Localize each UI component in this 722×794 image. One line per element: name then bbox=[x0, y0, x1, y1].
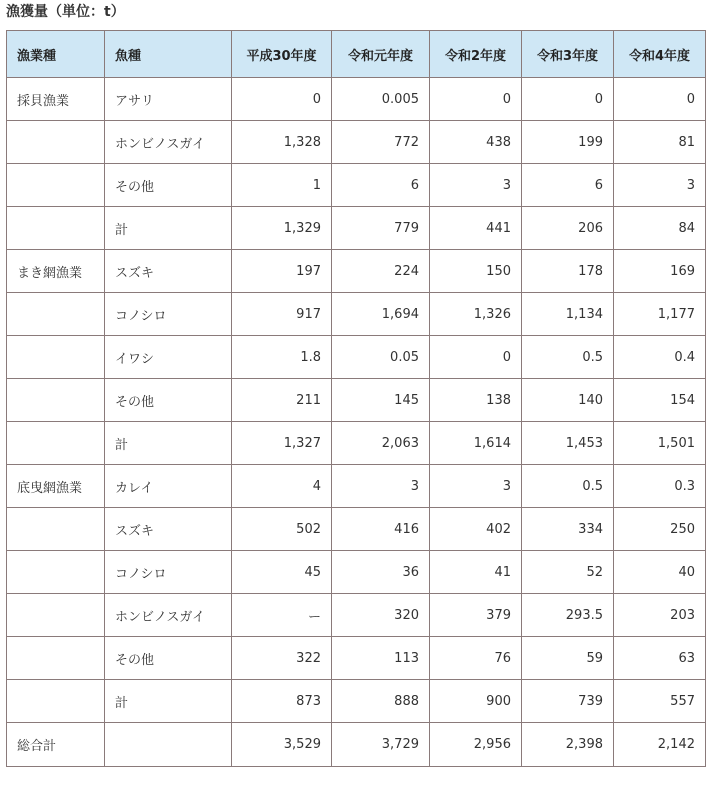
value-cell-h30: 45 bbox=[232, 551, 332, 594]
value-cell-r3: 206 bbox=[522, 207, 614, 250]
value-cell-r1: 1,694 bbox=[332, 293, 430, 336]
value-cell-r1: 0.005 bbox=[332, 78, 430, 121]
value-cell-r4: 40 bbox=[614, 551, 706, 594]
fishery-type-cell bbox=[7, 637, 105, 680]
fishery-type-cell bbox=[7, 422, 105, 465]
header-row bbox=[7, 31, 706, 78]
value-cell-r2: 900 bbox=[430, 680, 522, 723]
value-cell-h30: 917 bbox=[232, 293, 332, 336]
value-cell-r3: 2,398 bbox=[522, 723, 614, 767]
fishery-type-cell bbox=[7, 551, 105, 594]
value-cell-h30: 1 bbox=[232, 164, 332, 207]
value-cell-r2: 402 bbox=[430, 508, 522, 551]
value-cell-r4: 63 bbox=[614, 637, 706, 680]
value-cell-r3: 140 bbox=[522, 379, 614, 422]
value-cell-r4: 0 bbox=[614, 78, 706, 121]
value-cell-h30: 502 bbox=[232, 508, 332, 551]
species-cell: スズキ bbox=[105, 250, 232, 293]
value-cell-h30: 1.8 bbox=[232, 336, 332, 379]
fishery-type-cell bbox=[7, 379, 105, 422]
value-cell-r1: 113 bbox=[332, 637, 430, 680]
value-cell-r3: 334 bbox=[522, 508, 614, 551]
value-cell-r1: 888 bbox=[332, 680, 430, 723]
table-row bbox=[7, 594, 706, 637]
species-cell: ホンビノスガイ bbox=[105, 121, 232, 164]
value-cell-r2: 41 bbox=[430, 551, 522, 594]
value-cell-r1: 772 bbox=[332, 121, 430, 164]
value-cell-r1: 779 bbox=[332, 207, 430, 250]
value-cell-r4: 84 bbox=[614, 207, 706, 250]
table-caption: 漁獲量（単位：t） bbox=[6, 4, 125, 20]
species-cell: ホンビノスガイ bbox=[105, 594, 232, 637]
species-cell: アサリ bbox=[105, 78, 232, 121]
species-cell: 計 bbox=[105, 422, 232, 465]
value-cell-r1: 2,063 bbox=[332, 422, 430, 465]
species-cell: その他 bbox=[105, 164, 232, 207]
value-cell-r3: 59 bbox=[522, 637, 614, 680]
species-cell: コノシロ bbox=[105, 551, 232, 594]
species-cell: 計 bbox=[105, 680, 232, 723]
value-cell-r1: 3,729 bbox=[332, 723, 430, 767]
value-cell-r2: 3 bbox=[430, 164, 522, 207]
value-cell-r4: 81 bbox=[614, 121, 706, 164]
fishery-type-cell bbox=[7, 594, 105, 637]
header-fishery-type: 漁業種 bbox=[7, 31, 105, 78]
value-cell-r3: 6 bbox=[522, 164, 614, 207]
fishery-type-cell bbox=[7, 336, 105, 379]
value-cell-r1: 6 bbox=[332, 164, 430, 207]
header-species: 魚種 bbox=[105, 31, 232, 78]
value-cell-r4: 203 bbox=[614, 594, 706, 637]
species-cell: イワシ bbox=[105, 336, 232, 379]
value-cell-h30: 1,327 bbox=[232, 422, 332, 465]
table-row bbox=[7, 293, 706, 336]
value-cell-r3: 0.5 bbox=[522, 465, 614, 508]
value-cell-r1: 36 bbox=[332, 551, 430, 594]
table-row bbox=[7, 164, 706, 207]
table-row bbox=[7, 379, 706, 422]
header-r1: 令和元年度 bbox=[332, 31, 430, 78]
species-cell: カレイ bbox=[105, 465, 232, 508]
value-cell-r3: 178 bbox=[522, 250, 614, 293]
value-cell-r3: 1,134 bbox=[522, 293, 614, 336]
value-cell-r2: 150 bbox=[430, 250, 522, 293]
fishery-type-cell: 総合計 bbox=[7, 723, 105, 767]
fishery-type-cell bbox=[7, 207, 105, 250]
value-cell-r1: 3 bbox=[332, 465, 430, 508]
species-cell: コノシロ bbox=[105, 293, 232, 336]
value-cell-r2: 438 bbox=[430, 121, 522, 164]
table-row bbox=[7, 508, 706, 551]
fishery-type-cell: まき網漁業 bbox=[7, 250, 105, 293]
value-cell-r3: 739 bbox=[522, 680, 614, 723]
grand-total-row bbox=[7, 723, 706, 767]
value-cell-r3: 0 bbox=[522, 78, 614, 121]
value-cell-r1: 145 bbox=[332, 379, 430, 422]
value-cell-r2: 379 bbox=[430, 594, 522, 637]
value-cell-r3: 1,453 bbox=[522, 422, 614, 465]
table-row bbox=[7, 422, 706, 465]
value-cell-h30: ー bbox=[232, 594, 332, 637]
table-row bbox=[7, 207, 706, 250]
fishery-type-cell bbox=[7, 508, 105, 551]
value-cell-r3: 52 bbox=[522, 551, 614, 594]
fishery-type-cell: 底曳網漁業 bbox=[7, 465, 105, 508]
value-cell-r2: 2,956 bbox=[430, 723, 522, 767]
fishery-type-cell bbox=[7, 164, 105, 207]
table-row bbox=[7, 680, 706, 723]
table-row bbox=[7, 336, 706, 379]
header-r3: 令和3年度 bbox=[522, 31, 614, 78]
table-row bbox=[7, 551, 706, 594]
species-cell: スズキ bbox=[105, 508, 232, 551]
value-cell-r2: 76 bbox=[430, 637, 522, 680]
catch-volume-table bbox=[6, 30, 706, 767]
value-cell-r2: 3 bbox=[430, 465, 522, 508]
value-cell-r4: 557 bbox=[614, 680, 706, 723]
value-cell-r2: 1,326 bbox=[430, 293, 522, 336]
fishery-type-cell: 採貝漁業 bbox=[7, 78, 105, 121]
value-cell-h30: 1,329 bbox=[232, 207, 332, 250]
header-h30: 平成30年度 bbox=[232, 31, 332, 78]
value-cell-r4: 0.4 bbox=[614, 336, 706, 379]
value-cell-h30: 4 bbox=[232, 465, 332, 508]
value-cell-r1: 224 bbox=[332, 250, 430, 293]
value-cell-r1: 0.05 bbox=[332, 336, 430, 379]
value-cell-h30: 211 bbox=[232, 379, 332, 422]
value-cell-h30: 322 bbox=[232, 637, 332, 680]
value-cell-r4: 0.3 bbox=[614, 465, 706, 508]
fishery-type-cell bbox=[7, 680, 105, 723]
species-cell: 計 bbox=[105, 207, 232, 250]
value-cell-h30: 1,328 bbox=[232, 121, 332, 164]
value-cell-r4: 154 bbox=[614, 379, 706, 422]
species-cell: その他 bbox=[105, 379, 232, 422]
value-cell-r2: 1,614 bbox=[430, 422, 522, 465]
value-cell-r4: 3 bbox=[614, 164, 706, 207]
value-cell-h30: 197 bbox=[232, 250, 332, 293]
species-cell bbox=[105, 723, 232, 767]
value-cell-r2: 0 bbox=[430, 336, 522, 379]
value-cell-r1: 416 bbox=[332, 508, 430, 551]
value-cell-r3: 199 bbox=[522, 121, 614, 164]
value-cell-r4: 250 bbox=[614, 508, 706, 551]
value-cell-r2: 138 bbox=[430, 379, 522, 422]
value-cell-h30: 873 bbox=[232, 680, 332, 723]
table-row bbox=[7, 78, 706, 121]
value-cell-r1: 320 bbox=[332, 594, 430, 637]
value-cell-r4: 2,142 bbox=[614, 723, 706, 767]
table-row bbox=[7, 250, 706, 293]
value-cell-h30: 0 bbox=[232, 78, 332, 121]
value-cell-r4: 1,501 bbox=[614, 422, 706, 465]
table-row bbox=[7, 121, 706, 164]
header-r4: 令和4年度 bbox=[614, 31, 706, 78]
value-cell-r4: 1,177 bbox=[614, 293, 706, 336]
fishery-type-cell bbox=[7, 293, 105, 336]
value-cell-r3: 0.5 bbox=[522, 336, 614, 379]
value-cell-r4: 169 bbox=[614, 250, 706, 293]
table-row bbox=[7, 637, 706, 680]
species-cell: その他 bbox=[105, 637, 232, 680]
value-cell-r3: 293.5 bbox=[522, 594, 614, 637]
fishery-type-cell bbox=[7, 121, 105, 164]
value-cell-h30: 3,529 bbox=[232, 723, 332, 767]
header-r2: 令和2年度 bbox=[430, 31, 522, 78]
value-cell-r2: 0 bbox=[430, 78, 522, 121]
table-row bbox=[7, 465, 706, 508]
value-cell-r2: 441 bbox=[430, 207, 522, 250]
